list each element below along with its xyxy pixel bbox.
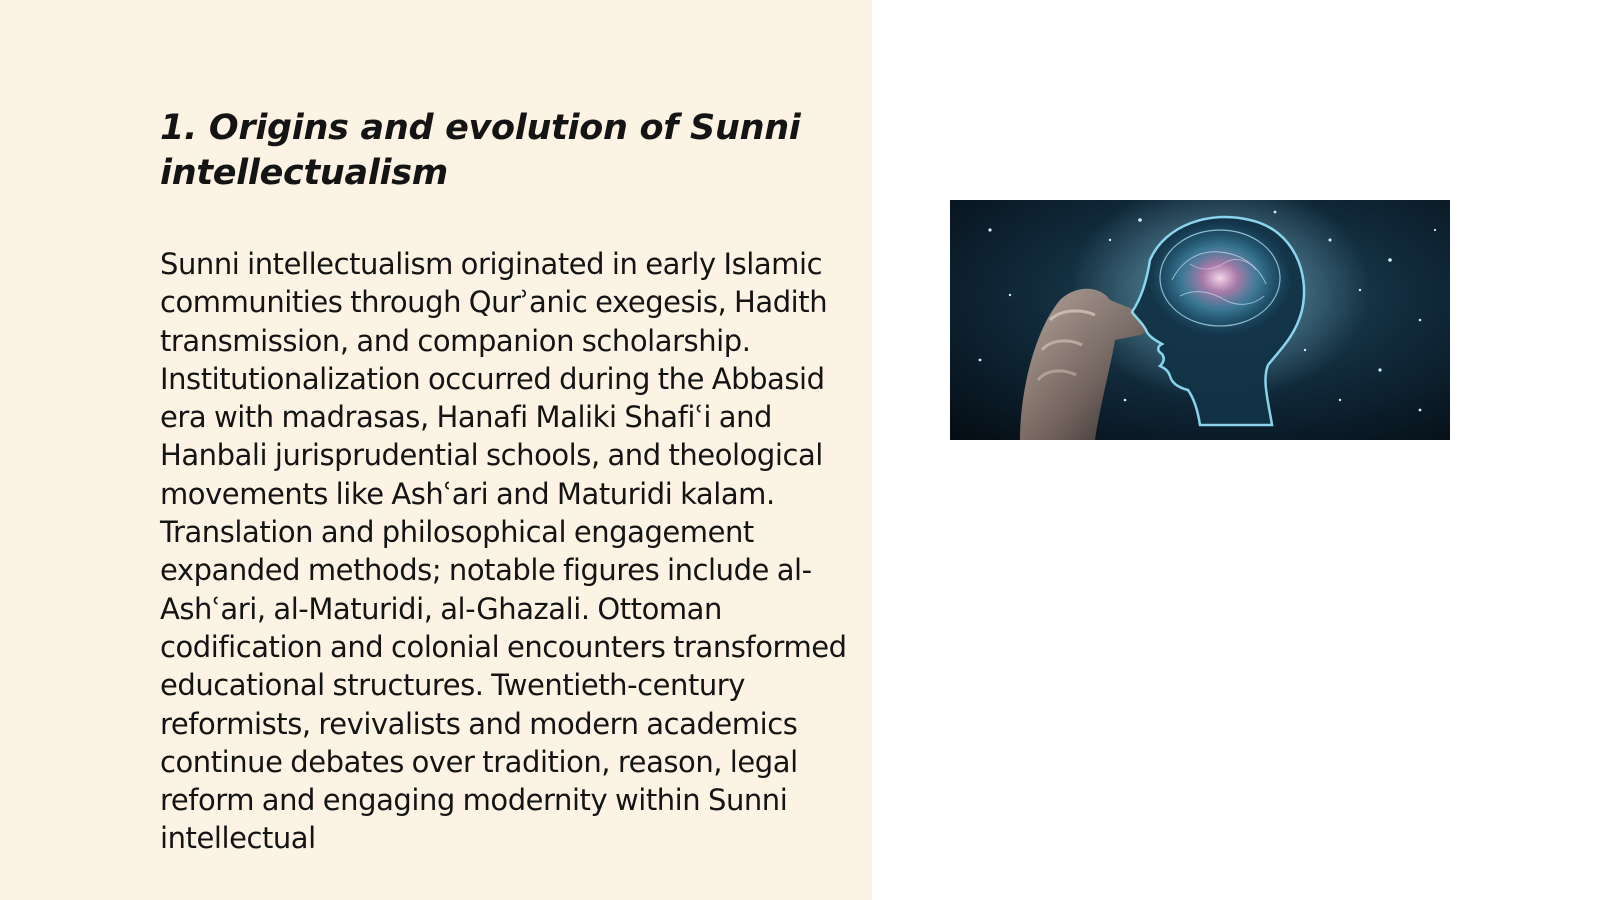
slide-title: 1. Origins and evolution of Sunni intellectualism [160,108,801,193]
brain-head-icon [950,200,1450,440]
slide-body-text: Sunni intellectualism originated in early Islamic communities through Qurʾanic exegesis, Hadith transmission, and companion scholarship. Institutionalization occurred during the Abbasid era with madrasas, Hanafi Maliki Shafiʿi and Hanbali jurisprudential schools, and theological movements like Ashʿari and Maturidi kalam. Translation and philosophical engagement expanded methods; notable figures include al-Ashʿari, al-Maturidi, al-Ghazali. Ottoman codification and colonial encounters transformed educational structures. Twentieth-century reformists, revivalists and modern academics continue debates over tradition, reason, legal reform and engaging modernity within Sunni intellectual [160,247,847,856]
brain-illustration-image [950,200,1450,440]
